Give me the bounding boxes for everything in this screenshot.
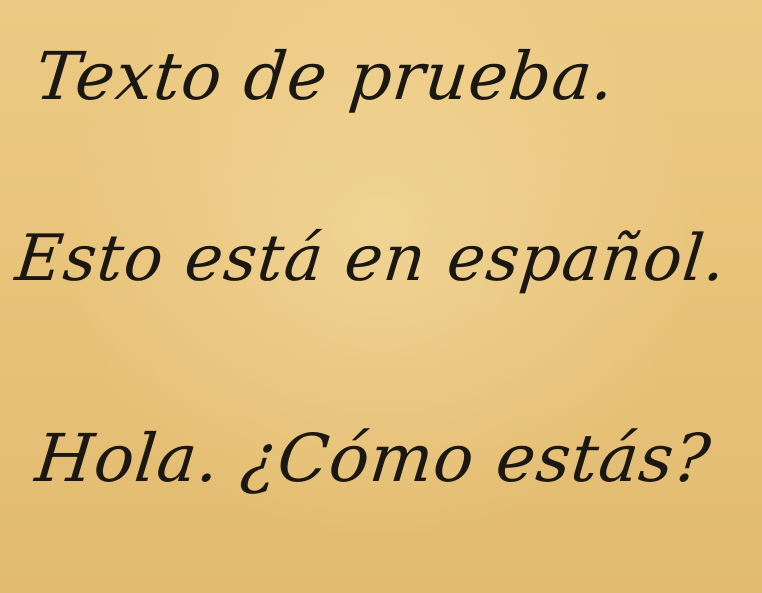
handwritten-line-3: Hola. ¿Cómo estás? (31, 420, 715, 497)
handwritten-line-2: Esto está en español. (12, 222, 730, 296)
handwritten-line-1: Texto de prueba. (31, 38, 619, 115)
